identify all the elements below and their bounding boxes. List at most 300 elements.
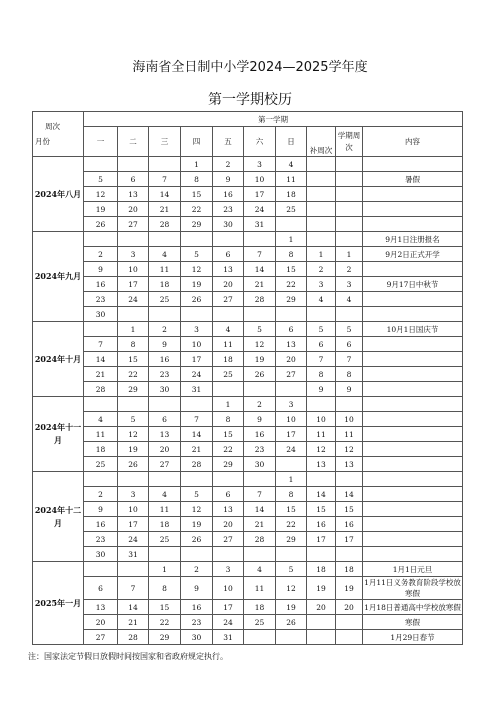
day-cell: 27	[149, 457, 181, 472]
day-cell	[149, 157, 181, 172]
day-cell: 3	[244, 157, 276, 172]
semester-week-cell: 7	[336, 352, 363, 367]
week-row	[33, 292, 463, 307]
day-cell: 14	[244, 262, 276, 277]
semester-week-cell: 17	[336, 532, 363, 547]
day-cell: 4	[276, 157, 307, 172]
event-content-cell: 9月1日注册报名	[363, 232, 463, 247]
week-row	[33, 577, 463, 600]
week-row	[33, 247, 463, 262]
semester-week-cell: 2	[336, 262, 363, 277]
day-cell: 12	[84, 187, 118, 202]
day-cell: 21	[244, 277, 276, 292]
day-cell: 30	[181, 630, 213, 645]
semester-week-cell: 13	[336, 457, 363, 472]
day-cell: 11	[84, 427, 118, 442]
semester-week-cell	[336, 472, 363, 487]
day-cell	[181, 472, 213, 487]
day-cell: 7	[244, 487, 276, 502]
day-cell: 26	[181, 292, 213, 307]
makeup-week-cell	[307, 217, 336, 232]
day-cell: 14	[181, 427, 213, 442]
day-cell: 9	[213, 172, 244, 187]
month-label: 2025年一月	[33, 562, 84, 645]
makeup-week-cell: 5	[307, 322, 336, 337]
day-cell	[84, 232, 118, 247]
week-row	[33, 307, 463, 322]
day-cell: 16	[149, 352, 181, 367]
day-cell: 7	[149, 172, 181, 187]
day-cell: 20	[118, 202, 149, 217]
day-cell: 5	[84, 172, 118, 187]
day-cell: 17	[244, 187, 276, 202]
day-cell: 17	[276, 427, 307, 442]
makeup-week-cell: 16	[307, 517, 336, 532]
day-cell: 16	[84, 517, 118, 532]
semester-week-cell	[336, 615, 363, 630]
day-cell	[244, 382, 276, 397]
event-content-cell: 寒假	[363, 615, 463, 630]
makeup-week-cell	[307, 397, 336, 412]
day-cell: 5	[181, 247, 213, 262]
day-cell: 20	[84, 615, 118, 630]
day-cell: 20	[149, 442, 181, 457]
week-row	[33, 157, 463, 172]
semester-week-cell	[336, 547, 363, 562]
day-cell: 6	[276, 322, 307, 337]
day-cell: 29	[149, 630, 181, 645]
day-cell: 19	[118, 442, 149, 457]
day-cell	[244, 472, 276, 487]
day-cell: 17	[181, 352, 213, 367]
day-cell: 26	[118, 457, 149, 472]
week-row	[33, 532, 463, 547]
day-cell: 6	[118, 172, 149, 187]
day-cell: 28	[84, 382, 118, 397]
day-cell	[84, 562, 118, 577]
semester-week-cell	[336, 217, 363, 232]
day-cell: 30	[84, 307, 118, 322]
day-cell: 8	[276, 487, 307, 502]
day-cell: 1	[149, 562, 181, 577]
day-cell: 11	[276, 172, 307, 187]
day-cell: 2	[84, 247, 118, 262]
month-label: 2024年八月	[33, 157, 84, 232]
week-row	[33, 442, 463, 457]
makeup-week-cell	[307, 172, 336, 187]
day-cell: 9	[84, 502, 118, 517]
day-cell	[118, 232, 149, 247]
day-cell: 5	[181, 487, 213, 502]
day-cell: 30	[84, 547, 118, 562]
day-cell: 24	[213, 615, 244, 630]
day-cell: 28	[149, 217, 181, 232]
week-row	[33, 187, 463, 202]
day-cell	[149, 547, 181, 562]
makeup-week-cell: 20	[307, 600, 336, 615]
day-cell: 2	[84, 487, 118, 502]
day-cell: 20	[213, 517, 244, 532]
day-cell: 18	[213, 352, 244, 367]
day-cell: 29	[181, 217, 213, 232]
event-content-cell	[363, 457, 463, 472]
makeup-week-cell	[307, 157, 336, 172]
makeup-week-cell: 4	[307, 292, 336, 307]
makeup-week-cell: 17	[307, 532, 336, 547]
event-content-cell	[363, 547, 463, 562]
day-cell: 6	[213, 487, 244, 502]
week-row	[33, 262, 463, 277]
day-cell: 9	[84, 262, 118, 277]
day-cell: 31	[181, 382, 213, 397]
semester-week-cell: 20	[336, 600, 363, 615]
event-content-cell: 1月18日普通高中学校放寒假	[363, 600, 463, 615]
day-cell	[149, 472, 181, 487]
day-cell	[244, 307, 276, 322]
semester-week-cell: 9	[336, 382, 363, 397]
event-content-cell: 1月11日义务教育阶段学校放寒假	[364, 578, 461, 598]
day-cell	[276, 457, 307, 472]
day-cell: 11	[244, 577, 276, 600]
event-content-cell	[363, 412, 463, 427]
day-cell	[213, 547, 244, 562]
weekday-header: 二	[118, 127, 149, 157]
day-cell: 23	[181, 615, 213, 630]
week-row	[33, 517, 463, 532]
week-row	[33, 337, 463, 352]
week-row	[33, 600, 463, 615]
week-row	[33, 502, 463, 517]
makeup-week-cell: 12	[307, 442, 336, 457]
day-cell: 11	[213, 337, 244, 352]
school-calendar-table	[32, 111, 463, 645]
day-cell: 8	[276, 247, 307, 262]
day-cell: 24	[118, 532, 149, 547]
semester-week-cell	[336, 202, 363, 217]
day-cell: 25	[213, 367, 244, 382]
day-cell: 20	[276, 352, 307, 367]
makeup-week-cell: 3	[307, 277, 336, 292]
event-content-cell	[363, 187, 463, 202]
day-cell: 26	[276, 615, 307, 630]
makeup-week-cell	[307, 630, 336, 645]
day-cell: 28	[181, 457, 213, 472]
day-cell: 9	[149, 337, 181, 352]
makeup-week-cell: 6	[307, 337, 336, 352]
week-row	[33, 172, 463, 187]
day-cell: 25	[149, 292, 181, 307]
day-cell: 13	[213, 262, 244, 277]
day-cell: 8	[181, 172, 213, 187]
event-content-cell: 暑假	[363, 172, 463, 187]
header-row-2	[33, 127, 463, 157]
day-cell: 25	[276, 202, 307, 217]
makeup-week-cell: 2	[307, 262, 336, 277]
weekday-header: 五	[213, 127, 244, 157]
makeup-week-cell: 9	[307, 382, 336, 397]
day-cell: 12	[181, 502, 213, 517]
day-cell: 25	[149, 532, 181, 547]
day-cell: 31	[213, 630, 244, 645]
day-cell	[181, 232, 213, 247]
day-cell: 24	[276, 442, 307, 457]
event-content-cell	[363, 202, 463, 217]
week-row	[33, 562, 463, 577]
makeup-week-cell	[307, 232, 336, 247]
day-cell	[149, 397, 181, 412]
day-cell: 29	[276, 532, 307, 547]
day-cell: 6	[149, 412, 181, 427]
week-row	[33, 382, 463, 397]
event-content-cell	[363, 307, 463, 322]
day-cell: 19	[181, 517, 213, 532]
footnote: 注：国家法定节假日放假时间按国家和省政府规定执行。	[28, 652, 228, 661]
makeup-week-cell: 10	[307, 412, 336, 427]
semester-week-cell: 15	[336, 502, 363, 517]
event-content-cell: 10月1日国庆节	[363, 322, 463, 337]
day-cell: 22	[276, 517, 307, 532]
day-cell	[118, 397, 149, 412]
event-content-cell: 9月2日正式开学	[363, 247, 463, 262]
makeup-week-header: 补周次	[307, 127, 336, 157]
day-cell: 17	[118, 277, 149, 292]
day-cell: 7	[244, 247, 276, 262]
week-row	[33, 630, 463, 645]
day-cell: 20	[213, 277, 244, 292]
day-cell	[213, 232, 244, 247]
day-cell: 4	[84, 412, 118, 427]
day-cell	[149, 307, 181, 322]
day-cell	[118, 562, 149, 577]
semester-week-cell: 4	[336, 292, 363, 307]
semester-week-header: 学期周次	[336, 127, 363, 157]
day-cell: 3	[118, 247, 149, 262]
day-cell: 9	[181, 577, 213, 600]
day-cell: 30	[244, 457, 276, 472]
day-cell: 5	[276, 562, 307, 577]
week-row	[33, 367, 463, 382]
week-row	[33, 397, 463, 412]
day-cell: 7	[118, 577, 149, 600]
day-cell: 18	[149, 277, 181, 292]
day-cell: 29	[213, 457, 244, 472]
week-row	[33, 217, 463, 232]
event-content-cell: 1月1日元旦	[363, 562, 463, 577]
day-cell	[84, 322, 118, 337]
day-cell	[118, 472, 149, 487]
day-cell: 1	[276, 232, 307, 247]
day-cell: 10	[276, 412, 307, 427]
makeup-week-cell	[307, 307, 336, 322]
semester-week-cell: 10	[336, 412, 363, 427]
day-cell: 10	[213, 577, 244, 600]
week-row	[33, 202, 463, 217]
day-cell: 13	[149, 427, 181, 442]
day-cell: 27	[276, 367, 307, 382]
day-cell: 23	[213, 202, 244, 217]
day-cell: 1	[213, 397, 244, 412]
event-content-cell	[363, 292, 463, 307]
makeup-week-cell	[307, 187, 336, 202]
day-cell: 13	[213, 502, 244, 517]
week-row	[33, 322, 463, 337]
semester-week-cell	[336, 187, 363, 202]
day-cell: 23	[149, 367, 181, 382]
header-row-1	[33, 112, 463, 127]
week-row	[33, 352, 463, 367]
day-cell: 23	[84, 292, 118, 307]
page-subtitle: 第一学期校历	[208, 92, 292, 108]
semester-week-cell	[336, 397, 363, 412]
day-cell: 5	[118, 412, 149, 427]
day-cell	[276, 630, 307, 645]
day-cell: 12	[244, 337, 276, 352]
semester-week-cell	[336, 157, 363, 172]
day-cell: 2	[149, 322, 181, 337]
day-cell: 25	[244, 615, 276, 630]
day-cell: 1	[118, 322, 149, 337]
day-cell: 1	[181, 157, 213, 172]
day-cell: 15	[118, 352, 149, 367]
week-row	[33, 412, 463, 427]
day-cell: 22	[149, 615, 181, 630]
day-cell: 14	[118, 600, 149, 615]
semester-week-cell: 1	[336, 247, 363, 262]
day-cell: 12	[276, 577, 307, 600]
day-cell: 14	[84, 352, 118, 367]
day-cell: 4	[149, 247, 181, 262]
day-cell: 2	[213, 157, 244, 172]
day-cell: 26	[181, 532, 213, 547]
day-cell: 6	[84, 577, 118, 600]
day-cell	[244, 547, 276, 562]
day-cell: 19	[84, 202, 118, 217]
week-row	[33, 457, 463, 472]
makeup-week-cell	[307, 615, 336, 630]
semester-week-cell: 14	[336, 487, 363, 502]
weekday-header: 三	[149, 127, 181, 157]
semester-week-cell: 8	[336, 367, 363, 382]
week-row	[33, 615, 463, 630]
day-cell: 18	[244, 600, 276, 615]
event-content-cell	[363, 217, 463, 232]
content-header: 内容	[363, 127, 463, 157]
makeup-week-cell: 1	[307, 247, 336, 262]
makeup-week-cell	[307, 202, 336, 217]
day-cell: 21	[244, 517, 276, 532]
day-cell	[213, 307, 244, 322]
week-row	[33, 472, 463, 487]
semester-week-cell	[336, 307, 363, 322]
day-cell: 24	[181, 367, 213, 382]
day-cell: 3	[213, 562, 244, 577]
day-cell: 22	[118, 367, 149, 382]
week-row	[33, 232, 463, 247]
day-cell: 11	[149, 262, 181, 277]
month-label: 2024年九月	[33, 232, 84, 322]
day-cell: 26	[244, 367, 276, 382]
day-cell	[213, 472, 244, 487]
day-cell: 15	[276, 502, 307, 517]
day-cell	[181, 547, 213, 562]
event-content-cell: 9月17日中秋节	[363, 277, 463, 292]
day-cell: 24	[244, 202, 276, 217]
day-cell: 16	[84, 277, 118, 292]
day-cell: 21	[149, 202, 181, 217]
day-cell	[84, 157, 118, 172]
day-cell	[276, 307, 307, 322]
day-cell: 3	[181, 322, 213, 337]
day-cell: 7	[181, 412, 213, 427]
day-cell: 3	[118, 487, 149, 502]
makeup-week-cell: 8	[307, 367, 336, 382]
day-cell: 26	[84, 217, 118, 232]
day-cell: 12	[118, 427, 149, 442]
day-cell: 27	[118, 217, 149, 232]
day-cell	[213, 382, 244, 397]
day-cell: 8	[213, 412, 244, 427]
semester-week-cell: 3	[336, 277, 363, 292]
weekday-header: 六	[244, 127, 276, 157]
day-cell	[276, 547, 307, 562]
day-cell: 8	[149, 577, 181, 600]
day-cell: 25	[84, 457, 118, 472]
month-label: 2024年十一月	[33, 397, 84, 472]
day-cell: 4	[149, 487, 181, 502]
day-cell: 13	[276, 337, 307, 352]
month-label: 2024年十月	[33, 322, 84, 397]
week-row	[33, 487, 463, 502]
day-cell: 15	[149, 600, 181, 615]
week-row	[33, 277, 463, 292]
day-cell	[118, 307, 149, 322]
semester-week-cell: 12	[336, 442, 363, 457]
event-content-cell: 1月29日春节	[363, 630, 463, 645]
day-cell: 15	[276, 262, 307, 277]
day-cell: 6	[213, 247, 244, 262]
semester-week-cell: 6	[336, 337, 363, 352]
corner-header	[33, 112, 84, 157]
day-cell: 10	[244, 172, 276, 187]
day-cell: 10	[118, 262, 149, 277]
semester-week-cell: 11	[336, 427, 363, 442]
semester-week-cell	[336, 630, 363, 645]
semester-week-cell	[336, 232, 363, 247]
day-cell	[244, 630, 276, 645]
day-cell: 13	[118, 187, 149, 202]
makeup-week-cell: 15	[307, 502, 336, 517]
day-cell	[276, 217, 307, 232]
semester-week-cell: 19	[336, 577, 363, 600]
day-cell: 22	[276, 277, 307, 292]
page-title: 海南省全日制中小学2024—2025学年度	[132, 60, 368, 75]
day-cell: 16	[244, 427, 276, 442]
day-cell: 18	[149, 517, 181, 532]
day-cell: 10	[118, 502, 149, 517]
day-cell: 31	[118, 547, 149, 562]
makeup-week-cell	[307, 547, 336, 562]
event-content-cell	[363, 382, 463, 397]
day-cell: 2	[181, 562, 213, 577]
day-cell: 9	[244, 412, 276, 427]
day-cell: 4	[244, 562, 276, 577]
makeup-week-cell: 7	[307, 352, 336, 367]
day-cell: 27	[213, 292, 244, 307]
day-cell: 27	[213, 532, 244, 547]
day-cell: 29	[118, 382, 149, 397]
semester-week-cell: 16	[336, 517, 363, 532]
event-content-cell	[363, 397, 463, 412]
